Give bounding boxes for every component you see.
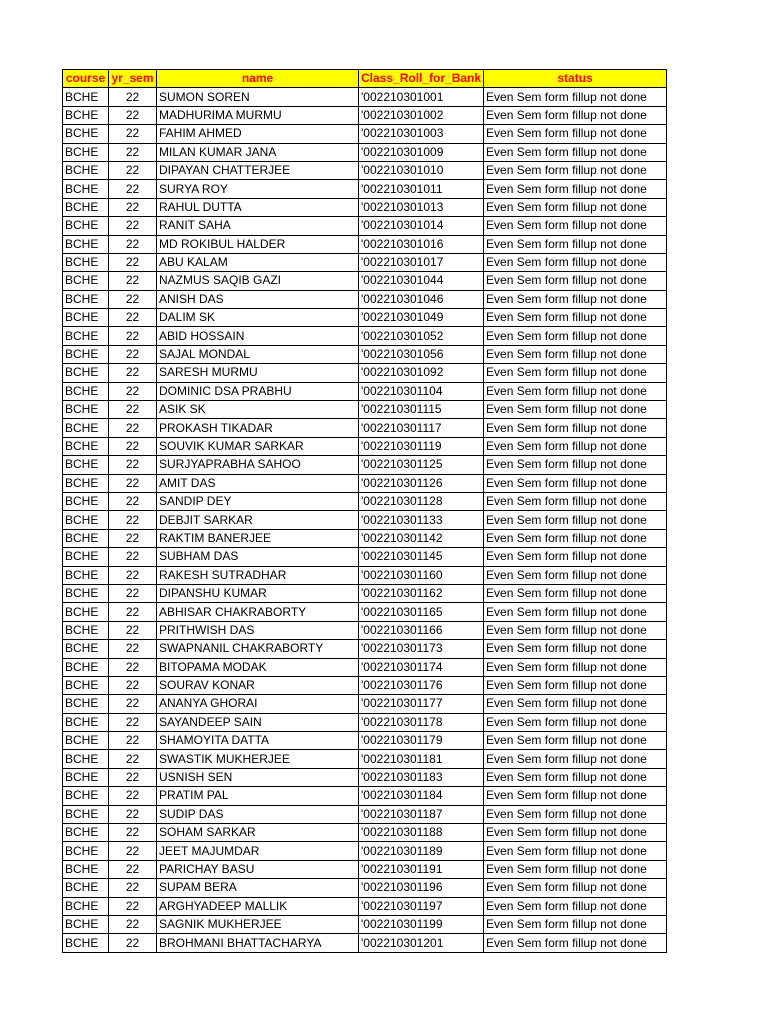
table-row [63,897,667,915]
cell-status[interactable]: Even Sem form fillup not done [484,217,667,235]
cell-name[interactable]: BROHMANI BHATTACHARYA [157,934,359,952]
cell-name[interactable]: SOHAM SARKAR [157,824,359,842]
table-row [63,437,667,455]
cell-name[interactable]: ABHISAR CHAKRABORTY [157,603,359,621]
table-row [63,290,667,308]
cell-name[interactable]: SUPAM BERA [157,879,359,897]
cell-class-roll[interactable]: '002210301177 [359,695,484,713]
cell-class-roll[interactable]: '002210301165 [359,603,484,621]
cell-course[interactable]: BCHE [63,897,109,915]
cell-course[interactable]: BCHE [63,732,109,750]
cell-status[interactable]: Even Sem form fillup not done [484,860,667,878]
cell-yr-sem[interactable]: 22 [109,345,157,363]
cell-class-roll[interactable]: '002210301201 [359,934,484,952]
cell-course[interactable]: BCHE [63,309,109,327]
cell-course[interactable]: BCHE [63,621,109,639]
cell-yr-sem[interactable]: 22 [109,584,157,602]
table-row [63,529,667,547]
cell-name[interactable]: ABU KALAM [157,253,359,271]
table-row [63,842,667,860]
table-row [63,584,667,602]
cell-course[interactable]: BCHE [63,529,109,547]
cell-yr-sem[interactable]: 22 [109,161,157,179]
cell-class-roll[interactable]: '002210301189 [359,842,484,860]
cell-class-roll[interactable]: '002210301049 [359,309,484,327]
table-row [63,198,667,216]
cell-yr-sem[interactable]: 22 [109,180,157,198]
cell-name[interactable]: SURJYAPRABHA SAHOO [157,456,359,474]
cell-class-roll[interactable]: '002210301052 [359,327,484,345]
cell-class-roll[interactable]: '002210301174 [359,658,484,676]
cell-status[interactable]: Even Sem form fillup not done [484,474,667,492]
table-row [63,180,667,198]
cell-yr-sem[interactable]: 22 [109,805,157,823]
cell-class-roll[interactable]: '002210301173 [359,640,484,658]
cell-name[interactable]: SWASTIK MUKHERJEE [157,750,359,768]
cell-class-roll[interactable]: '002210301002 [359,106,484,124]
cell-yr-sem[interactable]: 22 [109,253,157,271]
cell-name[interactable]: PRITHWISH DAS [157,621,359,639]
cell-status[interactable]: Even Sem form fillup not done [484,106,667,124]
cell-status[interactable]: Even Sem form fillup not done [484,934,667,952]
table-row [63,713,667,731]
cell-status[interactable]: Even Sem form fillup not done [484,437,667,455]
cell-class-roll[interactable]: '002210301092 [359,364,484,382]
cell-course[interactable]: BCHE [63,511,109,529]
cell-class-roll[interactable]: '002210301056 [359,345,484,363]
cell-class-roll[interactable]: '002210301188 [359,824,484,842]
cell-status[interactable]: Even Sem form fillup not done [484,88,667,106]
cell-status[interactable]: Even Sem form fillup not done [484,584,667,602]
cell-status[interactable]: Even Sem form fillup not done [484,290,667,308]
cell-course[interactable]: BCHE [63,768,109,786]
cell-class-roll[interactable]: '002210301011 [359,180,484,198]
cell-yr-sem[interactable]: 22 [109,676,157,694]
cell-class-roll[interactable]: '002210301010 [359,161,484,179]
cell-course[interactable]: BCHE [63,419,109,437]
table-row [63,768,667,786]
cell-course[interactable]: BCHE [63,382,109,400]
cell-class-roll[interactable]: '002210301179 [359,732,484,750]
cell-course[interactable]: BCHE [63,327,109,345]
cell-status[interactable]: Even Sem form fillup not done [484,787,667,805]
cell-course[interactable]: BCHE [63,437,109,455]
cell-class-roll[interactable]: '002210301009 [359,143,484,161]
cell-status[interactable]: Even Sem form fillup not done [484,603,667,621]
cell-class-roll[interactable]: '002210301199 [359,915,484,933]
table-row [63,879,667,897]
cell-class-roll[interactable]: '002210301117 [359,419,484,437]
cell-yr-sem[interactable]: 22 [109,437,157,455]
cell-class-roll[interactable]: '002210301176 [359,676,484,694]
cell-course[interactable]: BCHE [63,805,109,823]
cell-status[interactable]: Even Sem form fillup not done [484,419,667,437]
cell-course[interactable]: BCHE [63,676,109,694]
cell-course[interactable]: BCHE [63,695,109,713]
cell-status[interactable]: Even Sem form fillup not done [484,198,667,216]
cell-course[interactable]: BCHE [63,934,109,952]
cell-class-roll[interactable]: '002210301178 [359,713,484,731]
cell-yr-sem[interactable]: 22 [109,88,157,106]
cell-name[interactable]: SAGNIK MUKHERJEE [157,915,359,933]
cell-yr-sem[interactable]: 22 [109,401,157,419]
cell-name[interactable]: ANANYA GHORAI [157,695,359,713]
cell-course[interactable]: BCHE [63,787,109,805]
cell-course[interactable]: BCHE [63,253,109,271]
cell-name[interactable]: FAHIM AHMED [157,125,359,143]
header-row [63,70,667,88]
cell-course[interactable]: BCHE [63,750,109,768]
cell-name[interactable]: JEET MAJUMDAR [157,842,359,860]
cell-course[interactable]: BCHE [63,456,109,474]
cell-status[interactable]: Even Sem form fillup not done [484,768,667,786]
column-header-course[interactable]: course [63,70,109,88]
table-row [63,787,667,805]
cell-status[interactable]: Even Sem form fillup not done [484,750,667,768]
cell-course[interactable]: BCHE [63,566,109,584]
cell-name[interactable]: SHAMOYITA DATTA [157,732,359,750]
cell-name[interactable]: SANDIP DEY [157,492,359,510]
table-row [63,161,667,179]
cell-yr-sem[interactable]: 22 [109,860,157,878]
cell-class-roll[interactable]: '002210301044 [359,272,484,290]
cell-class-roll[interactable]: '002210301128 [359,492,484,510]
cell-yr-sem[interactable]: 22 [109,511,157,529]
cell-name[interactable]: DIPAYAN CHATTERJEE [157,161,359,179]
cell-status[interactable]: Even Sem form fillup not done [484,180,667,198]
table-row [63,401,667,419]
cell-status[interactable]: Even Sem form fillup not done [484,143,667,161]
cell-status[interactable]: Even Sem form fillup not done [484,640,667,658]
cell-name[interactable]: SWAPNANIL CHAKRABORTY [157,640,359,658]
cell-yr-sem[interactable]: 22 [109,235,157,253]
cell-class-roll[interactable]: '002210301187 [359,805,484,823]
table-row [63,364,667,382]
cell-name[interactable]: PARICHAY BASU [157,860,359,878]
table-row [63,106,667,124]
cell-name[interactable]: DALIM SK [157,309,359,327]
cell-course[interactable]: BCHE [63,842,109,860]
cell-name[interactable]: USNISH SEN [157,768,359,786]
cell-course[interactable]: BCHE [63,180,109,198]
table-row [63,658,667,676]
cell-status[interactable]: Even Sem form fillup not done [484,548,667,566]
cell-yr-sem[interactable]: 22 [109,382,157,400]
table-row [63,456,667,474]
cell-status[interactable]: Even Sem form fillup not done [484,235,667,253]
table-row [63,603,667,621]
cell-yr-sem[interactable]: 22 [109,217,157,235]
cell-yr-sem[interactable]: 22 [109,879,157,897]
cell-course[interactable]: BCHE [63,143,109,161]
cell-class-roll[interactable]: '002210301125 [359,456,484,474]
cell-course[interactable]: BCHE [63,474,109,492]
cell-course[interactable]: BCHE [63,548,109,566]
cell-class-roll[interactable]: '002210301160 [359,566,484,584]
cell-class-roll[interactable]: '002210301183 [359,768,484,786]
cell-yr-sem[interactable]: 22 [109,915,157,933]
cell-name[interactable]: RAHUL DUTTA [157,198,359,216]
table-row [63,860,667,878]
cell-status[interactable]: Even Sem form fillup not done [484,695,667,713]
column-header-name[interactable]: name [157,70,359,88]
cell-yr-sem[interactable]: 22 [109,787,157,805]
cell-course[interactable]: BCHE [63,401,109,419]
cell-yr-sem[interactable]: 22 [109,621,157,639]
cell-course[interactable]: BCHE [63,106,109,124]
cell-class-roll[interactable]: '002210301181 [359,750,484,768]
cell-status[interactable]: Even Sem form fillup not done [484,915,667,933]
cell-status[interactable]: Even Sem form fillup not done [484,327,667,345]
cell-yr-sem[interactable]: 22 [109,419,157,437]
table-row [63,621,667,639]
cell-course[interactable]: BCHE [63,88,109,106]
table-row [63,309,667,327]
cell-yr-sem[interactable]: 22 [109,474,157,492]
table-row [63,88,667,106]
cell-yr-sem[interactable]: 22 [109,290,157,308]
cell-course[interactable]: BCHE [63,860,109,878]
column-header-class-roll[interactable]: Class_Roll_for_Bank [359,70,484,88]
cell-status[interactable]: Even Sem form fillup not done [484,345,667,363]
table-row [63,732,667,750]
cell-status[interactable]: Even Sem form fillup not done [484,364,667,382]
cell-course[interactable]: BCHE [63,915,109,933]
cell-status[interactable]: Even Sem form fillup not done [484,309,667,327]
cell-name[interactable]: MILAN KUMAR JANA [157,143,359,161]
cell-yr-sem[interactable]: 22 [109,456,157,474]
cell-status[interactable]: Even Sem form fillup not done [484,401,667,419]
cell-status[interactable]: Even Sem form fillup not done [484,897,667,915]
cell-class-roll[interactable]: '002210301184 [359,787,484,805]
table-row [63,419,667,437]
cell-name[interactable]: RANIT SAHA [157,217,359,235]
cell-course[interactable]: BCHE [63,161,109,179]
table-row [63,125,667,143]
table-row [63,934,667,952]
cell-yr-sem[interactable]: 22 [109,842,157,860]
cell-status[interactable]: Even Sem form fillup not done [484,492,667,510]
cell-status[interactable]: Even Sem form fillup not done [484,732,667,750]
cell-yr-sem[interactable]: 22 [109,566,157,584]
cell-name[interactable]: SURYA ROY [157,180,359,198]
table-row [63,750,667,768]
cell-course[interactable]: BCHE [63,125,109,143]
table-row [63,640,667,658]
cell-course[interactable]: BCHE [63,640,109,658]
column-header-yr-sem[interactable]: yr_sem [109,70,157,88]
cell-name[interactable]: SAJAL MONDAL [157,345,359,363]
cell-yr-sem[interactable]: 22 [109,272,157,290]
table-row [63,272,667,290]
cell-status[interactable]: Even Sem form fillup not done [484,125,667,143]
cell-yr-sem[interactable]: 22 [109,143,157,161]
cell-yr-sem[interactable]: 22 [109,492,157,510]
cell-name[interactable]: ASIK SK [157,401,359,419]
table-row [63,217,667,235]
cell-status[interactable]: Even Sem form fillup not done [484,676,667,694]
cell-yr-sem[interactable]: 22 [109,309,157,327]
cell-yr-sem[interactable]: 22 [109,658,157,676]
cell-name[interactable]: PRATIM PAL [157,787,359,805]
cell-course[interactable]: BCHE [63,492,109,510]
cell-yr-sem[interactable]: 22 [109,768,157,786]
cell-name[interactable]: SAYANDEEP SAIN [157,713,359,731]
cell-name[interactable]: SUBHAM DAS [157,548,359,566]
table-row [63,805,667,823]
cell-name[interactable]: RAKTIM BANERJEE [157,529,359,547]
cell-class-roll[interactable]: '002210301013 [359,198,484,216]
cell-yr-sem[interactable]: 22 [109,713,157,731]
table-row [63,143,667,161]
cell-class-roll[interactable]: '002210301016 [359,235,484,253]
cell-course[interactable]: BCHE [63,879,109,897]
cell-name[interactable]: MADHURIMA MURMU [157,106,359,124]
table-row [63,235,667,253]
cell-yr-sem[interactable]: 22 [109,125,157,143]
cell-class-roll[interactable]: '002210301104 [359,382,484,400]
cell-status[interactable]: Even Sem form fillup not done [484,566,667,584]
cell-yr-sem[interactable]: 22 [109,750,157,768]
cell-course[interactable]: BCHE [63,713,109,731]
cell-status[interactable]: Even Sem form fillup not done [484,879,667,897]
table-row [63,253,667,271]
cell-status[interactable]: Even Sem form fillup not done [484,713,667,731]
cell-course[interactable]: BCHE [63,290,109,308]
cell-class-roll[interactable]: '002210301003 [359,125,484,143]
cell-name[interactable]: DOMINIC DSA PRABHU [157,382,359,400]
cell-status[interactable]: Even Sem form fillup not done [484,511,667,529]
cell-status[interactable]: Even Sem form fillup not done [484,456,667,474]
cell-class-roll[interactable]: '002210301191 [359,860,484,878]
table-row [63,511,667,529]
cell-status[interactable]: Even Sem form fillup not done [484,842,667,860]
cell-name[interactable]: AMIT DAS [157,474,359,492]
table-body [63,88,667,952]
cell-class-roll[interactable]: '002210301119 [359,437,484,455]
table-row [63,382,667,400]
cell-name[interactable]: DIPANSHU KUMAR [157,584,359,602]
cell-class-roll[interactable]: '002210301046 [359,290,484,308]
cell-class-roll[interactable]: '002210301162 [359,584,484,602]
cell-course[interactable]: BCHE [63,603,109,621]
cell-name[interactable]: ANISH DAS [157,290,359,308]
cell-class-roll[interactable]: '002210301014 [359,217,484,235]
cell-yr-sem[interactable]: 22 [109,529,157,547]
cell-name[interactable]: ARGHYADEEP MALLIK [157,897,359,915]
cell-class-roll[interactable]: '002210301115 [359,401,484,419]
table-row [63,345,667,363]
table-row [63,548,667,566]
cell-course[interactable]: BCHE [63,364,109,382]
cell-class-roll[interactable]: '002210301197 [359,897,484,915]
cell-status[interactable]: Even Sem form fillup not done [484,253,667,271]
table-row [63,676,667,694]
column-header-status[interactable]: status [484,70,667,88]
student-status-table [62,69,667,953]
cell-status[interactable]: Even Sem form fillup not done [484,658,667,676]
cell-yr-sem[interactable]: 22 [109,897,157,915]
cell-yr-sem[interactable]: 22 [109,934,157,952]
cell-class-roll[interactable]: '002210301017 [359,253,484,271]
cell-name[interactable]: SOURAV KONAR [157,676,359,694]
cell-course[interactable]: BCHE [63,345,109,363]
cell-name[interactable]: ABID HOSSAIN [157,327,359,345]
table-row [63,474,667,492]
cell-status[interactable]: Even Sem form fillup not done [484,161,667,179]
cell-name[interactable]: SUMON SOREN [157,88,359,106]
cell-class-roll[interactable]: '002210301166 [359,621,484,639]
table-row [63,915,667,933]
cell-yr-sem[interactable]: 22 [109,695,157,713]
cell-yr-sem[interactable]: 22 [109,106,157,124]
cell-status[interactable]: Even Sem form fillup not done [484,272,667,290]
cell-name[interactable]: PROKASH TIKADAR [157,419,359,437]
cell-course[interactable]: BCHE [63,658,109,676]
table-row [63,824,667,842]
cell-yr-sem[interactable]: 22 [109,327,157,345]
cell-course[interactable]: BCHE [63,198,109,216]
cell-course[interactable]: BCHE [63,584,109,602]
cell-name[interactable]: BITOPAMA MODAK [157,658,359,676]
cell-status[interactable]: Even Sem form fillup not done [484,621,667,639]
cell-name[interactable]: SARESH MURMU [157,364,359,382]
cell-class-roll[interactable]: '002210301142 [359,529,484,547]
cell-course[interactable]: BCHE [63,272,109,290]
cell-class-roll[interactable]: '002210301145 [359,548,484,566]
cell-course[interactable]: BCHE [63,235,109,253]
cell-yr-sem[interactable]: 22 [109,548,157,566]
cell-yr-sem[interactable]: 22 [109,640,157,658]
table-row [63,327,667,345]
cell-status[interactable]: Even Sem form fillup not done [484,529,667,547]
cell-yr-sem[interactable]: 22 [109,198,157,216]
cell-class-roll[interactable]: '002210301133 [359,511,484,529]
cell-class-roll[interactable]: '002210301001 [359,88,484,106]
cell-class-roll[interactable]: '002210301196 [359,879,484,897]
cell-name[interactable]: SUDIP DAS [157,805,359,823]
cell-course[interactable]: BCHE [63,217,109,235]
cell-status[interactable]: Even Sem form fillup not done [484,824,667,842]
table-row [63,566,667,584]
cell-yr-sem[interactable]: 22 [109,824,157,842]
cell-class-roll[interactable]: '002210301126 [359,474,484,492]
table-row [63,695,667,713]
cell-name[interactable]: NAZMUS SAQIB GAZI [157,272,359,290]
cell-name[interactable]: RAKESH SUTRADHAR [157,566,359,584]
cell-yr-sem[interactable]: 22 [109,603,157,621]
cell-course[interactable]: BCHE [63,824,109,842]
cell-yr-sem[interactable]: 22 [109,364,157,382]
cell-yr-sem[interactable]: 22 [109,732,157,750]
cell-name[interactable]: SOUVIK KUMAR SARKAR [157,437,359,455]
cell-name[interactable]: DEBJIT SARKAR [157,511,359,529]
table-row [63,492,667,510]
cell-status[interactable]: Even Sem form fillup not done [484,805,667,823]
cell-name[interactable]: MD ROKIBUL HALDER [157,235,359,253]
cell-status[interactable]: Even Sem form fillup not done [484,382,667,400]
